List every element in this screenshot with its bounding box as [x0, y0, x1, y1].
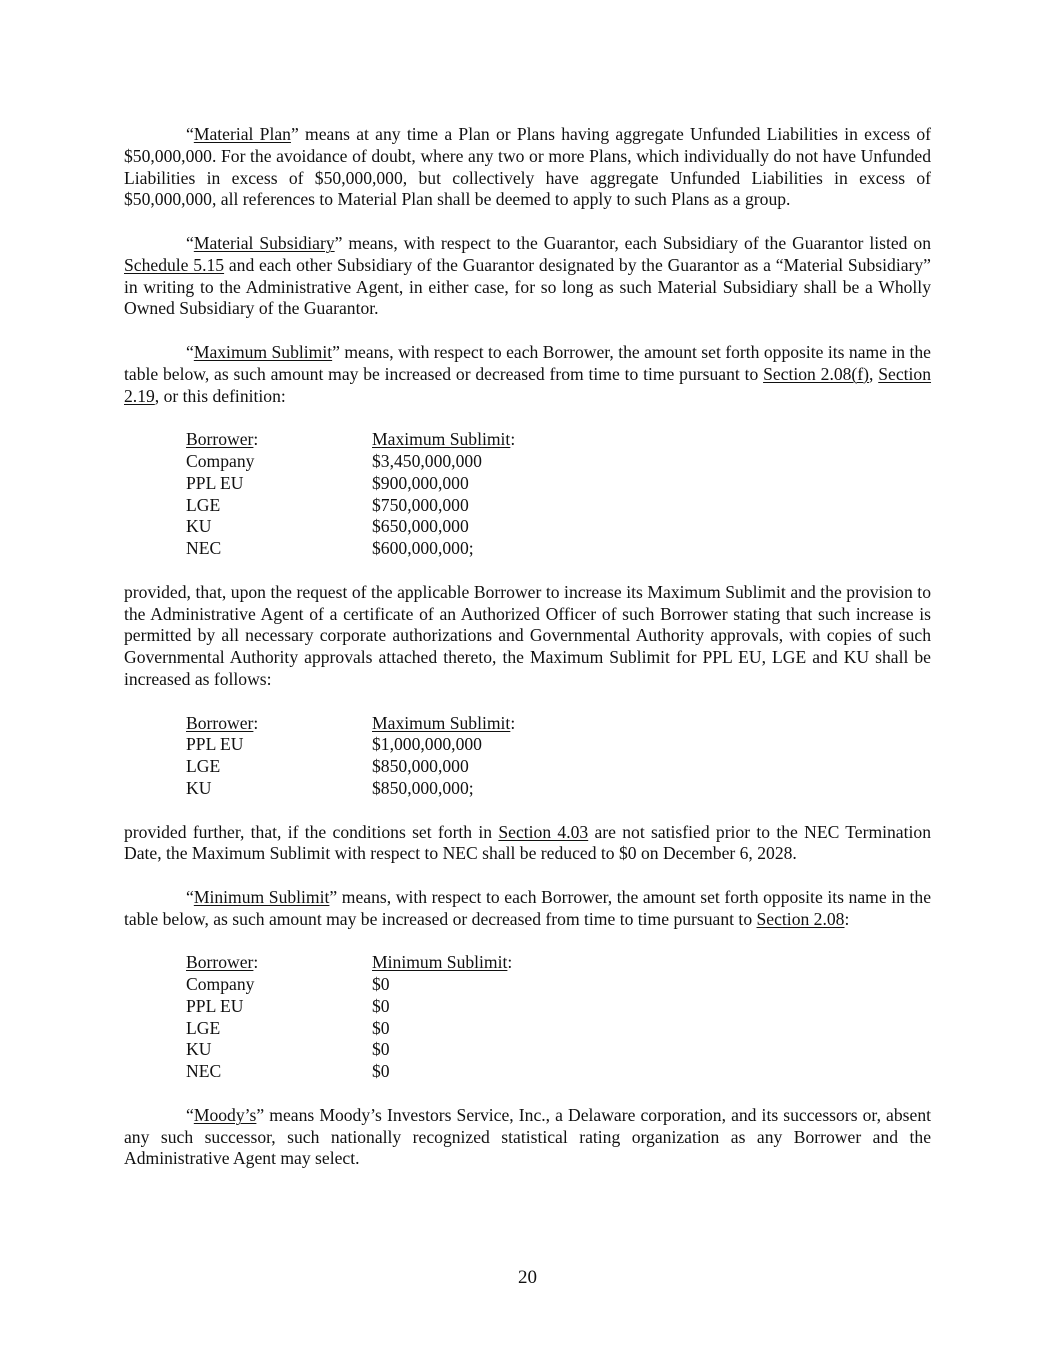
amount-cell: $850,000,000 — [372, 756, 469, 777]
open-quote: “ — [186, 232, 194, 253]
header-label: Maximum Sublimit — [372, 429, 511, 450]
maximum-sublimit-table — [186, 429, 515, 560]
borrower-cell: Company — [186, 974, 255, 995]
cross-reference-section-2-08f: Section 2.08(f) — [763, 363, 870, 384]
colon: : — [253, 429, 259, 450]
borrower-cell: NEC — [186, 1061, 222, 1082]
open-quote: “ — [186, 1104, 194, 1125]
definition-text: ” means at any time a Plan or Plans having aggregate Unfunded Liabilities in excess of $50,000,000. For the avoidance of doubt, where any two or more Plans, which individually do not have Unfunded Liabilities in excess of $50,000,000, but collectively have aggregate Unfunded Liabilities in excess of $50,000,000, all references to Material Plan shall be deemed to apply to such Plans as a group. — [124, 124, 931, 210]
defined-term-material-subsidiary: Material Subsidiary — [193, 232, 335, 253]
table-row — [186, 451, 515, 473]
table-row — [186, 996, 512, 1018]
borrower-cell: KU — [186, 516, 212, 537]
definition-minimum-sublimit — [124, 887, 931, 931]
amount-cell: $1,000,000,000 — [372, 734, 482, 755]
table-row — [186, 1039, 512, 1061]
header-label: Borrower — [186, 952, 254, 973]
borrower-cell: LGE — [186, 756, 221, 777]
document-page — [124, 124, 931, 1170]
defined-term-material-plan: Material Plan — [193, 124, 291, 144]
borrower-cell: PPL EU — [186, 472, 244, 493]
colon: : — [510, 429, 516, 450]
cross-reference-schedule-5-15: Schedule 5.15 — [124, 254, 225, 275]
table-row — [186, 1061, 512, 1083]
page-number: 20 — [518, 1267, 537, 1288]
table-row — [186, 538, 515, 560]
borrower-cell: PPL EU — [186, 995, 244, 1016]
header-borrower — [186, 952, 372, 974]
proviso-nec-reduction — [124, 822, 931, 866]
minimum-sublimit-table — [186, 952, 512, 1083]
amount-cell: $0 — [372, 1039, 390, 1060]
borrower-cell: PPL EU — [186, 734, 244, 755]
definition-material-subsidiary — [124, 233, 931, 320]
increased-maximum-sublimit-table — [186, 713, 515, 800]
header-sublimit — [372, 713, 515, 735]
definition-text: ” means, with respect to each Borrower, the amount set forth opposite its name in the table below, as such amount may be increased or decreased from time to time pursuant to — [124, 886, 931, 929]
definition-text: ” means, with respect to each Borrower, the amount set forth opposite its name in the table below, as such amount may be increased or decreased from time to time pursuant to — [124, 341, 931, 384]
table-header-row — [186, 713, 515, 735]
definition-material-plan — [124, 124, 931, 211]
borrower-cell: KU — [186, 1039, 212, 1060]
definition-maximum-sublimit — [124, 342, 931, 407]
definition-text: : — [844, 908, 850, 929]
borrower-cell: LGE — [186, 494, 221, 515]
table-header-row — [186, 952, 512, 974]
amount-cell: $0 — [372, 995, 390, 1016]
borrower-cell: Company — [186, 450, 255, 471]
header-label: Borrower — [186, 429, 254, 450]
amount-cell: $600,000,000; — [372, 538, 474, 559]
separator: , — [869, 363, 879, 384]
amount-cell: $750,000,000 — [372, 494, 469, 515]
header-sublimit — [372, 429, 515, 451]
amount-cell: $0 — [372, 1061, 390, 1082]
proviso-text: are not satisfied prior to the NEC Termination Date, the Maximum Sublimit with respect to NEC shall be reduced to $0 on December 6, 2028. — [124, 821, 931, 864]
table-row — [186, 1018, 512, 1040]
header-borrower — [186, 713, 372, 735]
amount-cell: $0 — [372, 1017, 390, 1038]
amount-cell: $850,000,000; — [372, 777, 474, 798]
table-row — [186, 778, 515, 800]
definition-text: , or this definition: — [154, 385, 286, 406]
table-row — [186, 734, 515, 756]
proviso-increase: provided, that, upon the request of the applicable Borrower to increase its Maximum Sublimit and the provision to the Administrative Agent of a certificate of an Authorized Officer of such Borrower stating that such increase is permitted by all necessary corporate authorizations and Governmental Authority approvals, with copies of such Governmental Authority approvals attached thereto, the Maximum Sublimit for PPL EU, LGE and KU shall be increased as follows: — [124, 581, 931, 689]
table-row — [186, 473, 515, 495]
header-sublimit — [372, 952, 512, 974]
table-header-row — [186, 429, 515, 451]
colon: : — [507, 952, 513, 973]
open-quote: “ — [186, 124, 194, 144]
definition-text: ” means Moody’s Investors Service, Inc., a Delaware corporation, and its successors or, absent any such successor, such nationally recognized statistical rating organization as any Borrower and the Administrative Agent may select. — [124, 1104, 931, 1169]
header-borrower — [186, 429, 372, 451]
colon: : — [253, 952, 259, 973]
open-quote: “ — [186, 886, 194, 907]
defined-term-moodys: Moody’s — [193, 1104, 257, 1125]
header-label: Maximum Sublimit — [372, 712, 511, 733]
table-row — [186, 974, 512, 996]
proviso-text: provided further, that, if the conditions set forth in — [124, 821, 499, 842]
defined-term-maximum-sublimit: Maximum Sublimit — [193, 341, 333, 362]
amount-cell: $3,450,000,000 — [372, 450, 482, 471]
table-row — [186, 495, 515, 517]
definition-text: ” means, with respect to the Guarantor, each Subsidiary of the Guarantor listed on — [334, 232, 931, 253]
defined-term-minimum-sublimit: Minimum Sublimit — [193, 886, 330, 907]
cross-reference-section-2-19: Section 2.19 — [124, 363, 932, 406]
cross-reference-section-2-08: Section 2.08 — [756, 908, 845, 929]
header-label: Minimum Sublimit — [372, 952, 508, 973]
table-row — [186, 756, 515, 778]
definition-moodys — [124, 1105, 931, 1170]
definition-text: and each other Subsidiary of the Guarantor designated by the Guarantor as a “Material Subsidiary” in writing to the Administrative Agent, in either case, for so long as such Material Subsidiary shall be a Wholly Owned Subsidiary of the Guarantor. — [124, 254, 931, 319]
borrower-cell: KU — [186, 777, 212, 798]
cross-reference-section-4-03: Section 4.03 — [498, 821, 589, 842]
colon: : — [510, 712, 516, 733]
header-label: Borrower — [186, 712, 254, 733]
table-row — [186, 516, 515, 538]
colon: : — [253, 712, 259, 733]
amount-cell: $0 — [372, 974, 390, 995]
amount-cell: $650,000,000 — [372, 516, 469, 537]
borrower-cell: NEC — [186, 538, 222, 559]
open-quote: “ — [186, 341, 194, 362]
borrower-cell: LGE — [186, 1017, 221, 1038]
amount-cell: $900,000,000 — [372, 472, 469, 493]
